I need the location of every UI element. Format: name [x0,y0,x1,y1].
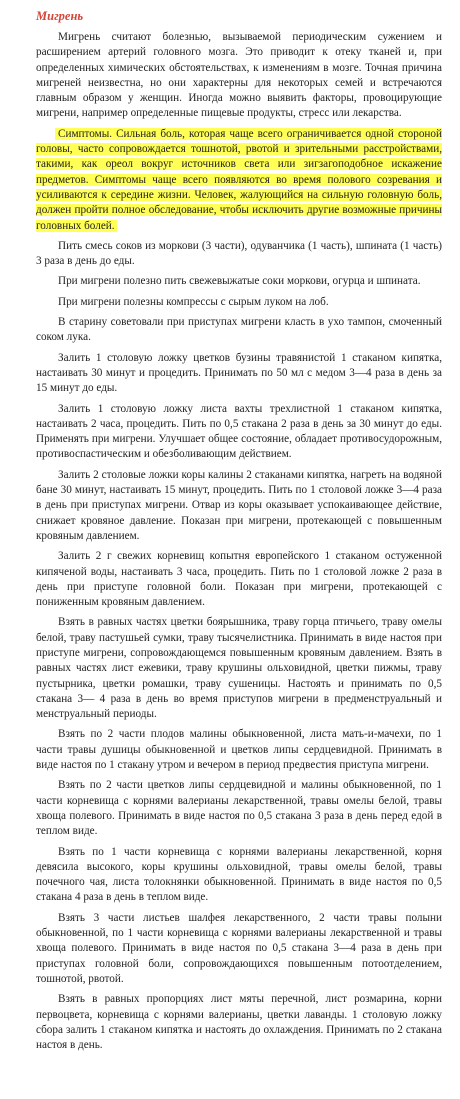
paragraph: Пить смесь соков из моркови (3 части), одуванчика (1 часть), шпината (1 часть) 3 раза в день до еды. [36,239,442,268]
paragraph: Взять по 1 части корневища с корнями валерианы лекарственной, корня девясила высокого, коры крушины ольховидной, травы омелы белой, травы почечного чая, листа толокнянки обыкновенной. Принимать в виде настоя по 0,5 стакана 4 раза в день в теплом виде. [36,845,442,904]
paragraph: Взять 3 части листьев шалфея лекарственного, 2 части травы полыни обыкновенной, по 1 части корневища с корнями валерианы лекарственной и травы хвоща полевого. Принимать в виде настоя по 0,5 стакана 3—4 раза в день при приступах головной боли, сопровождающихся повышенным потоотделением, тошнотой, рвотой. [36,911,442,985]
page-title: Мигрень [36,9,84,23]
paragraph: Залить 2 столовые ложки коры калины 2 стаканами кипятка, нагреть на водяной бане 30 минут, настаивать 15 минут, процедить. Пить по 1 столовой ложке 3—4 раза в день при приступах мигрени. Отвар из коры оказывает успокаивающее действие, снижает кровяное давление. Показан при мигрени, протекающей с повышенным кровяным давлением. [36,468,442,542]
paragraph: Залить 1 столовую ложку листа вахты трехлистной 1 стаканом кипятка, настаивать 2 часа, процедить. Пить по 0,5 стакана 2 раза в день за 30 минут до еды. Применять при мигрени. Улучшает общее состояние, обладает противосудорожным, противоспастическим и обезболивающим действием. [36,402,442,461]
paragraph: При мигрени полезны компрессы с сырым луком на лоб. [58,295,329,308]
paragraph-intro: Мигрень считают болезнью, вызываемой периодическим сужением и расширением артерий головного мозга. Это приводит к отеку тканей и, при определенных химических обстоятельствах, к изменениям в мозге. Точная причина мигреней неизвестна, но они характерны для некоторых семей и встречаются главным образом у женщин. Иногда можно выявить факторы, провоцирующие мигрени, например определенные пищевые продукты, стресс или лекарства. [36,31,442,120]
paragraph: Взять по 2 части плодов малины обыкновенной, листа мать-и-мачехи, по 1 части травы душицы обыкновенной и цветков липы сердцевидной. Принимать в виде настоя по 1 стакану утром и вечером в период предвестия приступа мигрени. [36,728,442,772]
paragraph-symptoms [36,127,442,234]
paragraph: Взять в равных частях цветки боярышника, траву горца птичьего, траву омелы белой, траву пастушьей сумки, траву тысячелистника. Принимать в виде настоя при приступе мигрени, сопровождающемся повышенным кровяным давлением. Взять в равных частях лист ежевики, траву крушины ольховидной, цветки пижмы, траву пустырника, цветки ромашки, траву сушеницы. Настоять и принимать по 0,5 стакана 3— 4 раза в день во время приступов мигрени в предменструальный и менструальный периоды. [36,616,442,721]
highlighted-text: Симптомы. Сильная боль, которая чаще всего ограничивается одной стороной головы, часто сопровождается тошнотой, рвотой и зрительными расстройствами, такими, как ореол вокруг источников света или зигзагоподобное искажение предметов. Симптомы чаще всего появляются во время полового созревания и усиливаются к середине жизни. Человек, жалующийся на сильную головную боль, должен пройти полное обследование, чтобы исключить другие возможные причины головных болей. [36,127,442,232]
paragraph: В старину советовали при приступах мигрени класть в ухо тампон, смоченный соком лука. [36,316,442,344]
paragraph: Взять по 2 части цветков липы сердцевидной и малины обыкновенной, по 1 части корневища с корнями валерианы лекарственной, травы омелы белой, травы хвоща полевого. Принимать в виде настоя по 0,5 стакана 3 раза в день перед едой в теплом виде. [36,779,442,838]
paragraph: Залить 1 столовую ложку цветков бузины травянистой 1 стаканом кипятка, настаивать 30 минут и процедить. Принимать по 50 мл с медом 3—4 раза в день за 15 минут до еды. [36,351,442,395]
paragraph: Взять в равных пропорциях лист мяты перечной, лист розмарина, корни первоцвета, корневища с корнями валерианы, цветки лаванды. 1 столовую ложку сбора залить 1 стаканом кипятка и настоять до охлаждения. Принимать по 2 стакана настоя в день. [36,993,442,1052]
paragraph: При мигрени полезно пить свежевыжатые соки моркови, огурца и шпината. [58,275,421,288]
paragraph: Залить 2 г свежих корневищ копытня европейского 1 стаканом остуженной кипяченой воды, настаивать 3 часа, процедить. Пить по 1 столовой ложке 2 раза в день при приступе головной боли. Показан при мигрени, протекающей с пониженным кровяным давлением. [36,550,442,609]
